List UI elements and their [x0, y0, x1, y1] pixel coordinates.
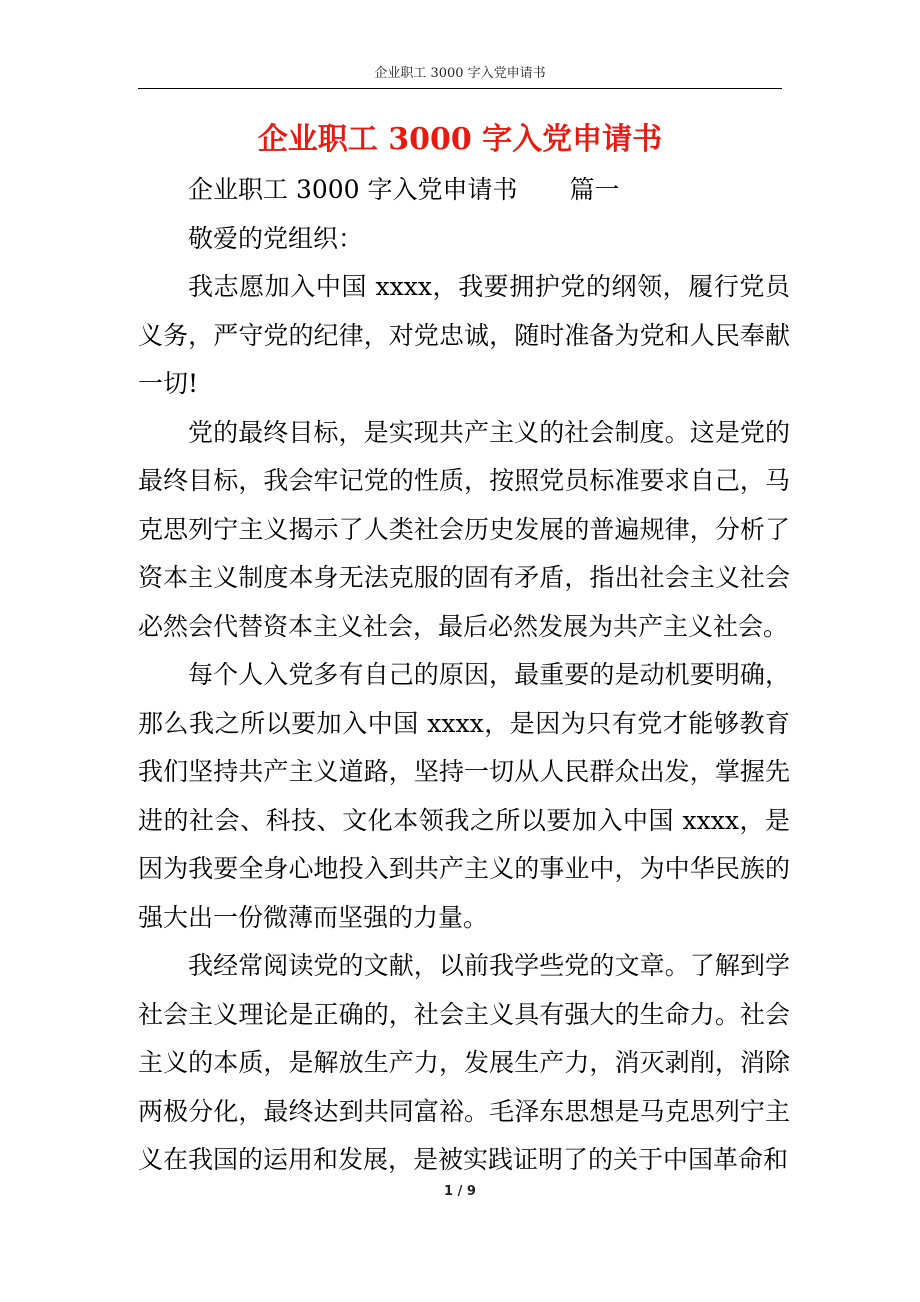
section-subtitle: [138, 166, 790, 215]
subtitle-name: 企业职工 3000 字入党申请书: [188, 175, 518, 204]
page-number: 1 / 9: [444, 1184, 476, 1199]
document-body: [138, 166, 790, 1185]
running-header: 企业职工 3000 字入党申请书: [374, 66, 546, 81]
body-paragraph: 每个人入党多有自己的原因，最重要的是动机要明确，那么我之所以要加入中国 xxxx，是因为只有党才能够教育我们坚持共产主义道路，坚持一切从人民群众出发，掌握先进的社会、科技、文化本领我之所以要加入中国 xxxx，是因为我要全身心地投入到共产主义的事业中，为中华民族的强大出一份微薄而坚强的力量。: [138, 660, 790, 932]
header-divider: [138, 88, 782, 89]
body-paragraph: 我志愿加入中国 xxxx，我要拥护党的纲领，履行党员义务，严守党的纪律，对党忠诚，随时准备为党和人民奉献一切!: [138, 272, 790, 398]
body-paragraph: 党的最终目标，是实现共产主义的社会制度。这是党的最终目标，我会牢记党的性质，按照党员标准要求自己，马克思列宁主义揭示了人类社会历史发展的普遍规律，分析了资本主义制度本身无法克服的固有矛盾，指出社会主义社会必然会代替资本主义社会，最后必然发展为共产主义社会。: [138, 417, 790, 641]
subtitle-part: 篇一: [569, 175, 620, 204]
salutation: 敬爱的党组织：: [188, 223, 364, 253]
document-title: 企业职工 3000 字入党申请书: [257, 122, 663, 157]
body-paragraph: 我经常阅读党的文献，以前我学些党的文章。了解到学社会主义理论是正确的，社会主义具有强大的生命力。社会主义的本质，是解放生产力，发展生产力，消灭剥削，消除两极分化，最终达到共同富裕。毛泽东思想是马克思列宁主义在我国的运用和发展，是被实践证明了的关于中国革命和: [138, 951, 790, 1174]
